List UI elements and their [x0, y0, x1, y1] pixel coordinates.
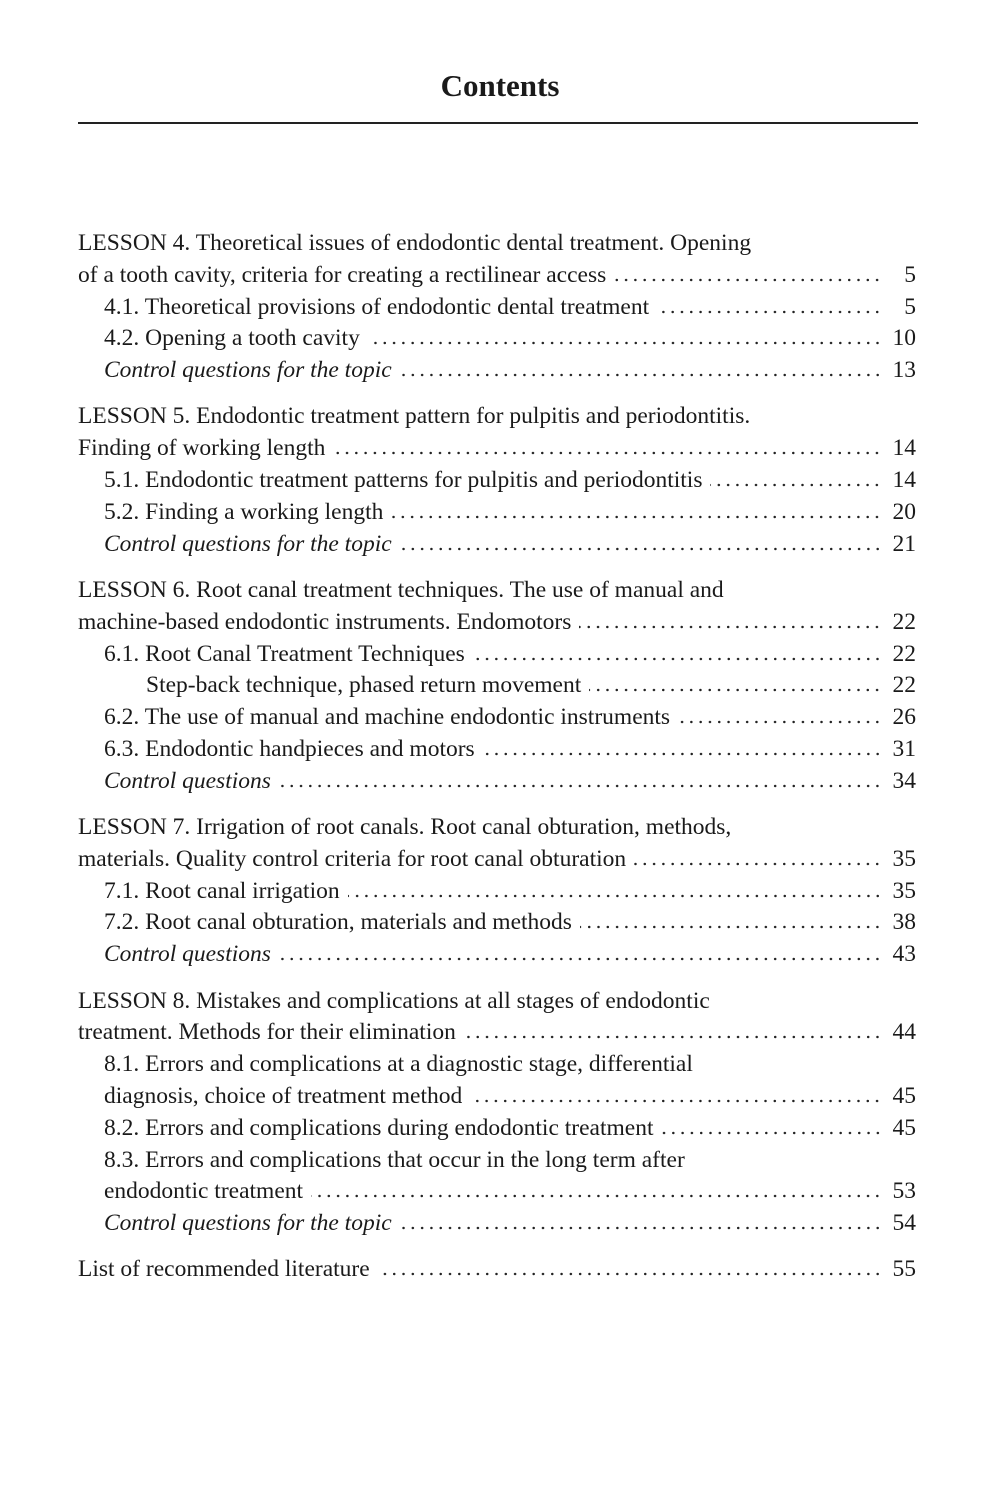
toc-entry-text: endodontic treatment	[104, 1178, 304, 1205]
toc-entry[interactable]	[78, 529, 916, 561]
page-number: 38	[892, 909, 916, 936]
page-number: 55	[892, 1256, 916, 1283]
toc-entry[interactable]	[78, 1049, 916, 1113]
toc-entry-text: LESSON 5. Endodontic treatment pattern for pulpitis and periodontitis.	[78, 403, 751, 430]
toc-entry-line	[78, 844, 916, 876]
toc-entry-line	[104, 1113, 916, 1145]
toc-entry-text: LESSON 8. Mistakes and complications at all stages of endodontic	[78, 987, 710, 1014]
toc-entry[interactable]	[78, 323, 916, 355]
dot-leader	[710, 483, 882, 487]
toc-entry[interactable]	[78, 812, 916, 876]
page-number: 44	[892, 1019, 916, 1046]
toc-entry[interactable]	[78, 1145, 916, 1209]
toc-entry-text: LESSON 4. Theoretical issues of endodontic dental treatment. Opening	[78, 230, 752, 256]
page-number: 26	[892, 704, 916, 731]
toc-entry-line	[78, 228, 916, 260]
toc-entry[interactable]	[78, 1113, 916, 1145]
toc-entry[interactable]	[78, 292, 916, 324]
toc-entry[interactable]	[78, 1254, 916, 1286]
toc-entry[interactable]	[78, 766, 916, 798]
page-number: 5	[904, 261, 916, 288]
toc-entry-text: 6.2. The use of manual and machine endodontic instruments	[104, 704, 671, 731]
toc-entry-line	[104, 876, 916, 908]
toc-section	[78, 401, 916, 560]
toc-entry-text: treatment. Methods for their elimination	[78, 1019, 456, 1046]
toc-entry-text: Step-back technique, phased return movement	[146, 672, 582, 699]
toc-entry-line	[104, 355, 916, 387]
toc-entry-text: Control questions	[104, 767, 271, 794]
toc-entry-line	[146, 670, 916, 702]
page-number: 21	[892, 530, 916, 557]
toc-entry-line	[78, 986, 916, 1018]
toc-entry-line	[104, 734, 916, 766]
toc-entry-text: 4.1. Theoretical provisions of endodontic dental treatment	[104, 293, 650, 320]
toc-entry-text: Control questions	[104, 941, 271, 968]
title-rule	[78, 122, 918, 124]
toc-entry-line	[104, 1049, 916, 1081]
toc-entry[interactable]	[78, 465, 916, 497]
toc-entry-line	[104, 1145, 916, 1177]
toc-entry[interactable]	[78, 939, 916, 971]
toc-entry-text: 5.2. Finding a working length	[104, 498, 384, 525]
page-number: 35	[892, 877, 916, 904]
toc-entry[interactable]	[78, 1208, 916, 1240]
toc-entry-line	[104, 907, 916, 939]
toc-entry-text: 8.1. Errors and complications at a diagnostic stage, differential	[104, 1051, 693, 1078]
page-number: 35	[892, 845, 916, 872]
toc-entry-text: 6.1. Root Canal Treatment Techniques	[104, 640, 465, 667]
toc-entry-line	[78, 260, 916, 292]
toc-entry[interactable]	[78, 734, 916, 766]
page-number: 22	[892, 608, 916, 635]
toc-entry[interactable]	[78, 670, 916, 702]
toc-entry-line	[104, 1208, 916, 1240]
dot-leader	[348, 894, 882, 898]
page-number: 22	[892, 672, 916, 699]
dot-leader	[662, 1131, 883, 1135]
dot-leader	[473, 657, 882, 661]
toc-entry-line	[78, 401, 916, 433]
dot-leader	[391, 515, 882, 519]
toc-entry-text: 5.1. Endodontic treatment patterns for pulpitis and periodontitis	[104, 467, 703, 494]
toc-entry-line	[104, 292, 916, 324]
toc-entry-line	[78, 1017, 916, 1049]
toc-entry[interactable]	[78, 986, 916, 1050]
page-number: 22	[892, 640, 916, 667]
toc-entry-line	[104, 465, 916, 497]
toc-entry-line	[104, 1081, 916, 1113]
dot-leader	[279, 784, 882, 788]
toc-entry-text: 8.3. Errors and complications that occur in the long term after	[104, 1146, 685, 1173]
page-number: 10	[892, 325, 916, 352]
dot-leader	[657, 310, 882, 314]
toc-entry-text: Control questions for the topic	[104, 357, 392, 384]
page-number: 13	[892, 357, 916, 384]
dot-leader	[400, 373, 882, 377]
page-number: 53	[892, 1178, 916, 1205]
page-number: 14	[892, 435, 916, 462]
toc-section	[78, 575, 916, 798]
toc-entry-text: List of recommended literature	[78, 1256, 370, 1283]
page-number: 45	[892, 1114, 916, 1141]
toc-entry[interactable]	[78, 497, 916, 529]
toc-entry-line	[78, 812, 916, 844]
toc-entry-line	[104, 702, 916, 734]
dot-leader	[614, 278, 882, 282]
toc-entry-text: 7.2. Root canal obturation, materials and methods	[104, 909, 572, 936]
dot-leader	[678, 720, 882, 724]
toc-entry-text: 4.2. Opening a tooth cavity	[104, 325, 360, 352]
toc-section	[78, 228, 916, 387]
toc-entry-line	[104, 529, 916, 561]
toc-entry-text: Control questions for the topic	[104, 1210, 392, 1237]
toc-section	[78, 812, 916, 971]
toc-section	[78, 986, 916, 1240]
dot-leader	[579, 625, 882, 629]
toc-entry-text: Control questions for the topic	[104, 530, 392, 557]
toc-entry-line	[104, 323, 916, 355]
page-number: 5	[904, 293, 916, 320]
dot-leader	[368, 341, 882, 345]
dot-leader	[470, 1099, 882, 1103]
dot-leader	[634, 862, 882, 866]
toc-entry[interactable]	[78, 355, 916, 387]
dot-leader	[333, 451, 882, 455]
toc-entry-text: of a tooth cavity, criteria for creating a rectilinear access	[78, 261, 607, 288]
toc-entry-line	[78, 575, 916, 607]
dot-leader	[378, 1272, 882, 1276]
dot-leader	[580, 925, 882, 929]
toc-entry-text: diagnosis, choice of treatment method	[104, 1082, 463, 1109]
page-number: 45	[892, 1082, 916, 1109]
page-number: 54	[892, 1210, 916, 1237]
toc-entry-line	[104, 939, 916, 971]
toc-section	[78, 1254, 916, 1286]
toc-entry-line	[104, 766, 916, 798]
page-number: 31	[892, 735, 916, 762]
table-of-contents	[78, 228, 916, 1301]
toc-entry-line	[104, 497, 916, 529]
toc-entry-text: LESSON 7. Irrigation of root canals. Root canal obturation, methods,	[78, 814, 732, 841]
dot-leader	[589, 688, 882, 692]
toc-entry-text: 6.3. Endodontic handpieces and motors	[104, 735, 475, 762]
page-number: 20	[892, 498, 916, 525]
toc-entry[interactable]	[78, 907, 916, 939]
toc-entry-text: 7.1. Root canal irrigation	[104, 877, 340, 904]
toc-entry-line	[104, 639, 916, 671]
page-number: 34	[892, 767, 916, 794]
toc-entry-line	[78, 1254, 916, 1286]
toc-entry-text: materials. Quality control criteria for root canal obturation	[78, 845, 627, 872]
page-title: Contents	[440, 68, 560, 103]
toc-entry[interactable]	[78, 876, 916, 908]
toc-entry[interactable]	[78, 639, 916, 671]
toc-entry-text: LESSON 6. Root canal treatment techniques. The use of manual and	[78, 576, 724, 603]
toc-entry[interactable]	[78, 575, 916, 639]
toc-entry-line	[78, 607, 916, 639]
dot-leader	[400, 1226, 882, 1230]
dot-leader	[311, 1194, 882, 1198]
dot-leader	[483, 752, 882, 756]
toc-entry-line	[104, 1176, 916, 1208]
toc-entry-text: 8.2. Errors and complications during endodontic treatment	[104, 1114, 654, 1141]
page-number: 14	[892, 467, 916, 494]
dot-leader	[464, 1035, 882, 1039]
toc-entry-line	[78, 433, 916, 465]
toc-entry-text: machine-based endodontic instruments. Endomotors	[78, 608, 572, 635]
toc-entry[interactable]	[78, 401, 916, 465]
toc-entry[interactable]	[78, 702, 916, 734]
page-number: 43	[892, 941, 916, 968]
dot-leader	[279, 957, 882, 961]
toc-entry[interactable]	[78, 228, 916, 292]
toc-entry-text: Finding of working length	[78, 435, 326, 462]
dot-leader	[400, 547, 882, 551]
